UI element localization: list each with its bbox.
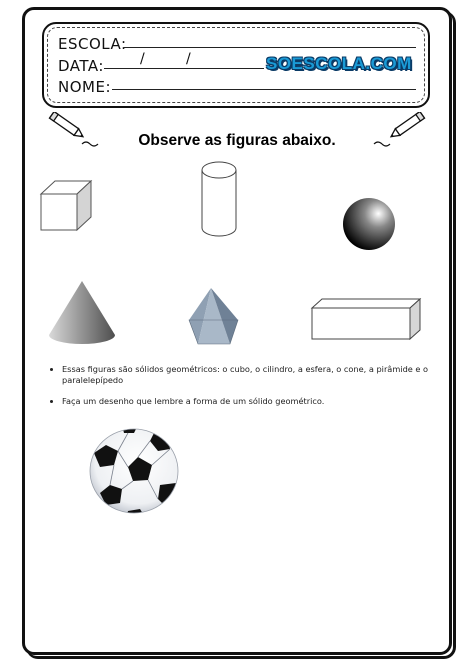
instruction-item: • Essas figuras são sólidos geométricos: o cubo, o cilindro, a esfera, o cone, a pirâmide e o paralelepípedo — [62, 364, 442, 386]
pyramid-shape — [186, 286, 242, 348]
sphere-shape — [338, 194, 400, 254]
soccer-ball-image — [88, 427, 180, 515]
instructions-list — [50, 364, 442, 417]
cube-shape — [38, 178, 96, 234]
school-label: ESCOLA: — [58, 35, 127, 53]
name-line[interactable] — [112, 89, 416, 90]
date-separator-1: / — [140, 51, 146, 67]
cone-shape — [46, 279, 118, 347]
page-title: Observe as figuras abaixo. — [138, 132, 336, 149]
date-label: DATA: — [58, 57, 104, 75]
instruction-item: • Faça um desenho que lembre a forma de um sólido geométrico. — [62, 396, 442, 407]
name-label: NOME: — [58, 78, 112, 96]
brand-logo: SOESCOLA.COM — [266, 54, 412, 73]
date-separator-2: / — [186, 51, 192, 67]
date-line[interactable] — [104, 68, 264, 69]
cylinder-shape — [199, 160, 239, 240]
rectangular-prism-shape — [309, 296, 423, 342]
school-line[interactable] — [124, 47, 416, 48]
